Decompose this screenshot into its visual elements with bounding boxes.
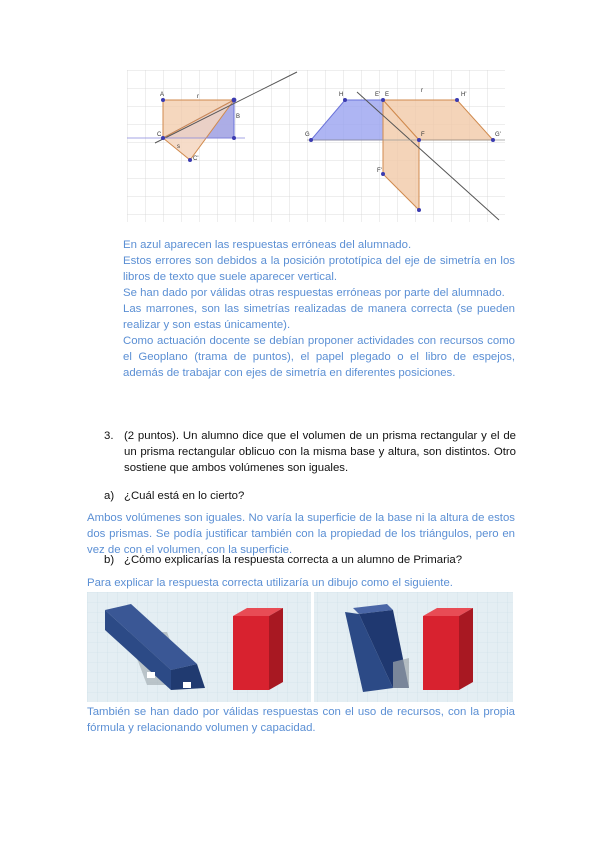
label-a: A (160, 92, 165, 98)
question-text: (2 puntos). Un alumno dice que el volumen de un prisma rectangular y el de un prisma rectangular oblicuo con la misma base y altura, son distintos. Otro sostiene que ambos volúmenes son iguales. (124, 430, 516, 474)
handle-marker (147, 672, 155, 678)
label-g1: G' (495, 132, 501, 138)
label-c: C (157, 132, 162, 138)
red-prism-front-2 (423, 616, 459, 690)
label-e: E (385, 92, 390, 98)
symmetry-figure (127, 70, 505, 222)
label-r-right: r (421, 88, 423, 94)
question-number: 3. (104, 430, 114, 442)
paragraph-4: Las marrones, son las simetrías realizadas de manera correcta (se pueden realizar y son estas únicamente). (123, 303, 515, 331)
label-f: F (421, 132, 425, 138)
paragraph-5: Como actuación docente se debían proponer actividades con recursos como el Geoplano (trama de puntos), el papel plegado o el libro de espejos, además de trabajar con ejes de simetría en diferentes posiciones. (123, 335, 515, 379)
navy-prism-shadow (393, 658, 409, 688)
question-b-label: b) (104, 554, 115, 566)
label-c1: C' (193, 156, 199, 162)
label-s: s (177, 144, 180, 150)
handle-marker (183, 682, 191, 688)
label-h1: H' (461, 92, 467, 98)
answer-b-intro: Para explicar la respuesta correcta utilizaría un dibujo como el siguiente. (87, 577, 453, 589)
label-r: r (197, 94, 199, 100)
prism-figure (87, 592, 513, 702)
closing-paragraph: También se han dado por válidas respuestas con el uso de recursos, con la propia fórmula y relacionando volumen y capacidad. (87, 706, 515, 734)
paragraph-1: En azul aparecen las respuestas erróneas del alumnado. (123, 239, 412, 251)
label-h: H (339, 92, 344, 98)
answer-a: Ambos volúmenes son iguales. No varía la superficie de la base ni la altura de estos dos prismas. Se podía justificar también con la propiedad de los triángulos, pero en vez de con el volumen, con la superficie. (87, 512, 515, 556)
question-b (104, 552, 462, 568)
panel-divider (311, 592, 314, 702)
label-e1: E' (375, 92, 381, 98)
answers-block (123, 237, 515, 381)
red-prism-side (269, 608, 283, 690)
label-b: B (236, 114, 241, 120)
question-a (104, 488, 244, 504)
paragraph-3: Se han dado por válidas otras respuestas erróneas por parte del alumnado. (123, 287, 505, 299)
label-f1: F' (377, 168, 382, 174)
question-3 (104, 428, 516, 476)
question-a-label: a) (104, 490, 115, 502)
red-prism-side-2 (459, 608, 473, 690)
label-g: G (305, 132, 310, 138)
question-a-text: ¿Cuál está en lo cierto? (124, 490, 245, 502)
red-prism-front (233, 616, 269, 690)
question-b-text: ¿Cómo explicarías la respuesta correcta a un alumno de Primaria? (124, 554, 463, 566)
paragraph-2: Estos errores son debidos a la posición prototípica del eje de simetría en los libros de texto que suele aparecer vertical. (123, 255, 515, 283)
